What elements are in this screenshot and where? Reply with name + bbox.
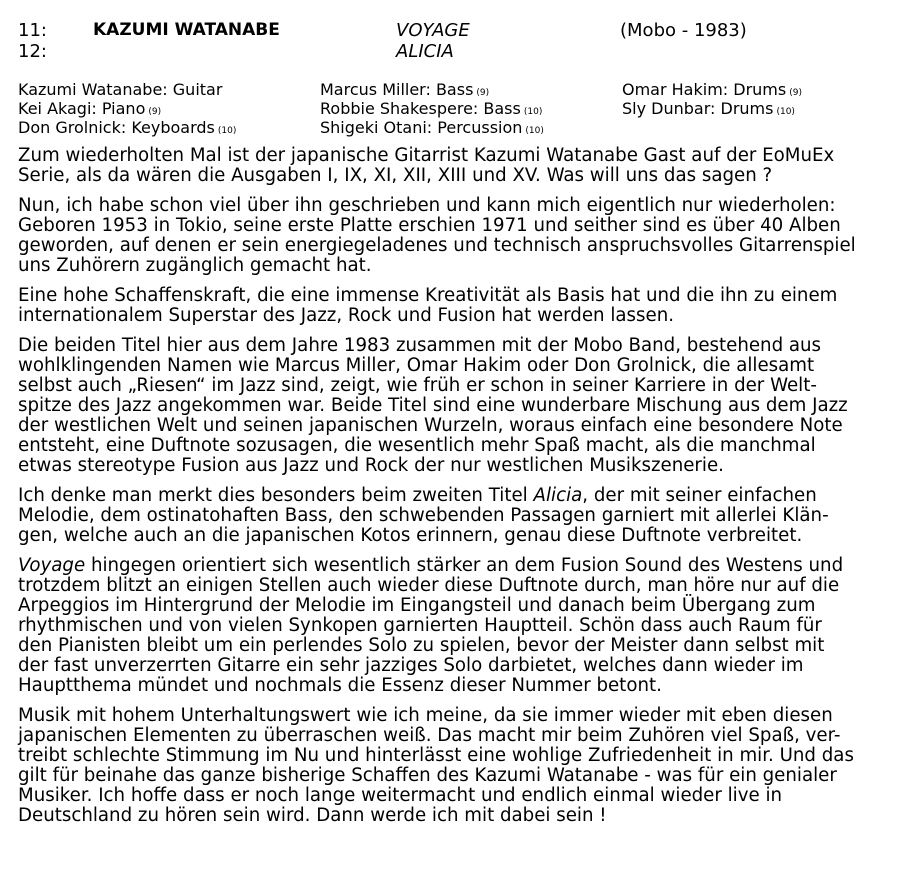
text-line: uns Zuhörern zugänglich gemacht hat. [18, 255, 372, 276]
track-note: (9) [476, 88, 490, 98]
text-line: Eine hohe Schaffenskraft, die eine immense Kreativität als Basis hat und die ihn zu einem [18, 285, 838, 306]
article-body [18, 146, 886, 826]
text-line: Deutschland zu hören sein wird. Dann werde ich mit dabei sein ! [18, 805, 607, 826]
personnel-column [320, 80, 544, 137]
text-line: internationalem Superstar des Jazz, Rock und Fusion hat werden lassen. [18, 305, 675, 326]
text-run: , der mit seiner einfachen [582, 485, 817, 506]
track-list [18, 20, 886, 62]
musician-credit [320, 80, 544, 99]
track-title: ALICIA [396, 41, 454, 62]
text-line: Zum wiederholten Mal ist der japanische Gitarrist Kazumi Watanabe Gast auf der EoMuEx [18, 145, 835, 166]
text-line: treibt schlechte Stimmung im Nu und hinterlässt eine wohlige Zufriedenheit in mir. Und das [18, 745, 854, 766]
track-number: 12: [18, 41, 47, 62]
release-label: (Mobo - 1983) [620, 20, 747, 41]
text-line: Melodie, dem ostinatohaften Bass, den schwebenden Passagen garniert mit allerlei Klän- [18, 505, 829, 526]
personnel-column [622, 80, 802, 118]
text-line: der westlichen Welt und seinen japanischen Wurzeln, woraus einfach eine besondere Note [18, 415, 843, 436]
text-line: trotzdem blitzt an einigen Stellen auch wieder diese Duftnote durch, man höre nur auf die [18, 575, 840, 596]
musician-credit [320, 99, 544, 118]
text-line: gen, welche auch an die japanischen Kotos erinnern, genau diese Duftnote verbreitet. [18, 525, 803, 546]
personnel-list [18, 80, 886, 137]
text-line: rhythmischen und von vielen Synkopen garnierten Hauptteil. Schön dass auch Raum für [18, 615, 822, 636]
track-note: (10) [776, 107, 795, 117]
personnel-column [18, 80, 236, 137]
track-note: (9) [148, 107, 162, 117]
paragraph [18, 336, 886, 476]
text-line: Musik mit hohem Unterhaltungswert wie ich meine, da sie immer wieder mit eben diesen [18, 705, 833, 726]
paragraph [18, 486, 886, 546]
text-line: der fast unverzerrten Gitarre ein sehr jazziges Solo darbietet, welches dann wieder im [18, 655, 804, 676]
paragraph [18, 146, 886, 186]
text-line [18, 486, 886, 506]
text-line: Nun, ich habe schon viel über ihn geschrieben und kann mich eigentlich nur wiederholen: [18, 195, 836, 216]
text-line: Arpeggios im Hintergrund der Melodie im Eingangsteil und danach beim Übergang zum [18, 595, 816, 616]
paragraph [18, 196, 886, 276]
track-note: (9) [789, 88, 802, 98]
track-note: (10) [217, 126, 237, 136]
musician-credit [622, 99, 802, 118]
musician-name-instrument: Kazumi Watanabe: Guitar [18, 80, 223, 99]
musician-name-instrument: Robbie Shakespere: Bass [320, 99, 521, 118]
musician-name-instrument: Omar Hakim: Drums [622, 80, 787, 99]
text-line: spitze des Jazz angekommen war. Beide Titel sind eine wunderbare Mischung aus dem Jazz [18, 395, 848, 416]
musician-name-instrument: Don Grolnick: Keyboards [18, 118, 215, 137]
text-run: Ich denke man merkt dies besonders beim zweiten Titel [18, 485, 534, 506]
text-line: entsteht, eine Duftnote sozusagen, die wesentlich mehr Spaß macht, als die manchmal [18, 435, 816, 456]
text-line: Geboren 1953 in Tokio, seine erste Platte erschien 1971 und seither sind es über 40 Alben [18, 215, 841, 236]
paragraph [18, 706, 886, 826]
musician-credit [622, 80, 802, 99]
paragraph [18, 286, 886, 326]
text-line: selbst auch „Riesen“ im Jazz sind, zeigt, wie früh er schon in seiner Karriere in der Welt- [18, 375, 817, 396]
musician-name-instrument: Marcus Miller: Bass [320, 80, 474, 99]
text-line: geworden, auf denen er sein energiegeladenes und technisch anspruchsvolles Gitarrenspiel [18, 235, 856, 256]
text-line: Serie, als da wären die Ausgaben I, IX, XI, XII, XIII und XV. Was will uns das sagen ? [18, 165, 773, 186]
text-line: Musiker. Ich hoffe dass er noch lange weitermacht und endlich einmal wieder live in [18, 785, 783, 806]
track-title-reference: Alicia [533, 485, 583, 506]
liner-notes-page [18, 20, 886, 836]
musician-credit [18, 80, 236, 99]
text-line: japanischen Elementen zu überraschen weiß. Das macht mir beim Zuhören viel Spaß, ver- [18, 725, 841, 746]
track-title: VOYAGE [396, 20, 470, 41]
text-line [18, 556, 886, 576]
artist-name: KAZUMI WATANABE [93, 20, 280, 40]
track-note: (10) [525, 126, 544, 136]
text-line: den Pianisten bleibt um ein perlendes Solo zu spielen, bevor der Meister dann selbst mit [18, 635, 825, 656]
paragraph [18, 556, 886, 696]
text-line: etwas stereotype Fusion aus Jazz und Rock der nur westlichen Musikszenerie. [18, 455, 724, 476]
text-run: hingegen orientiert sich wesentlich stärker an dem Fusion Sound des Westens und [85, 555, 844, 576]
text-line: wohlklingenden Namen wie Marcus Miller, Omar Hakim oder Don Grolnick, die allesamt [18, 355, 815, 376]
text-line: gilt für beinahe das ganze bisherige Schaffen des Kazumi Watanabe - was für ein genialer [18, 765, 837, 786]
track-row [18, 41, 886, 62]
track-note: (10) [523, 107, 543, 117]
text-line: Hauptthema mündet und nochmals die Essenz dieser Nummer betont. [18, 675, 662, 696]
text-line: Die beiden Titel hier aus dem Jahre 1983 zusammen mit der Mobo Band, bestehend aus [18, 335, 822, 356]
track-title-reference: Voyage [18, 555, 86, 576]
musician-name-instrument: Sly Dunbar: Drums [622, 99, 774, 118]
musician-credit [18, 118, 236, 137]
track-number: 11: [18, 20, 47, 41]
musician-name-instrument: Shigeki Otani: Percussion [320, 118, 523, 137]
musician-credit [18, 99, 236, 118]
musician-credit [320, 118, 544, 137]
track-row [18, 20, 886, 41]
musician-name-instrument: Kei Akagi: Piano [18, 99, 146, 118]
